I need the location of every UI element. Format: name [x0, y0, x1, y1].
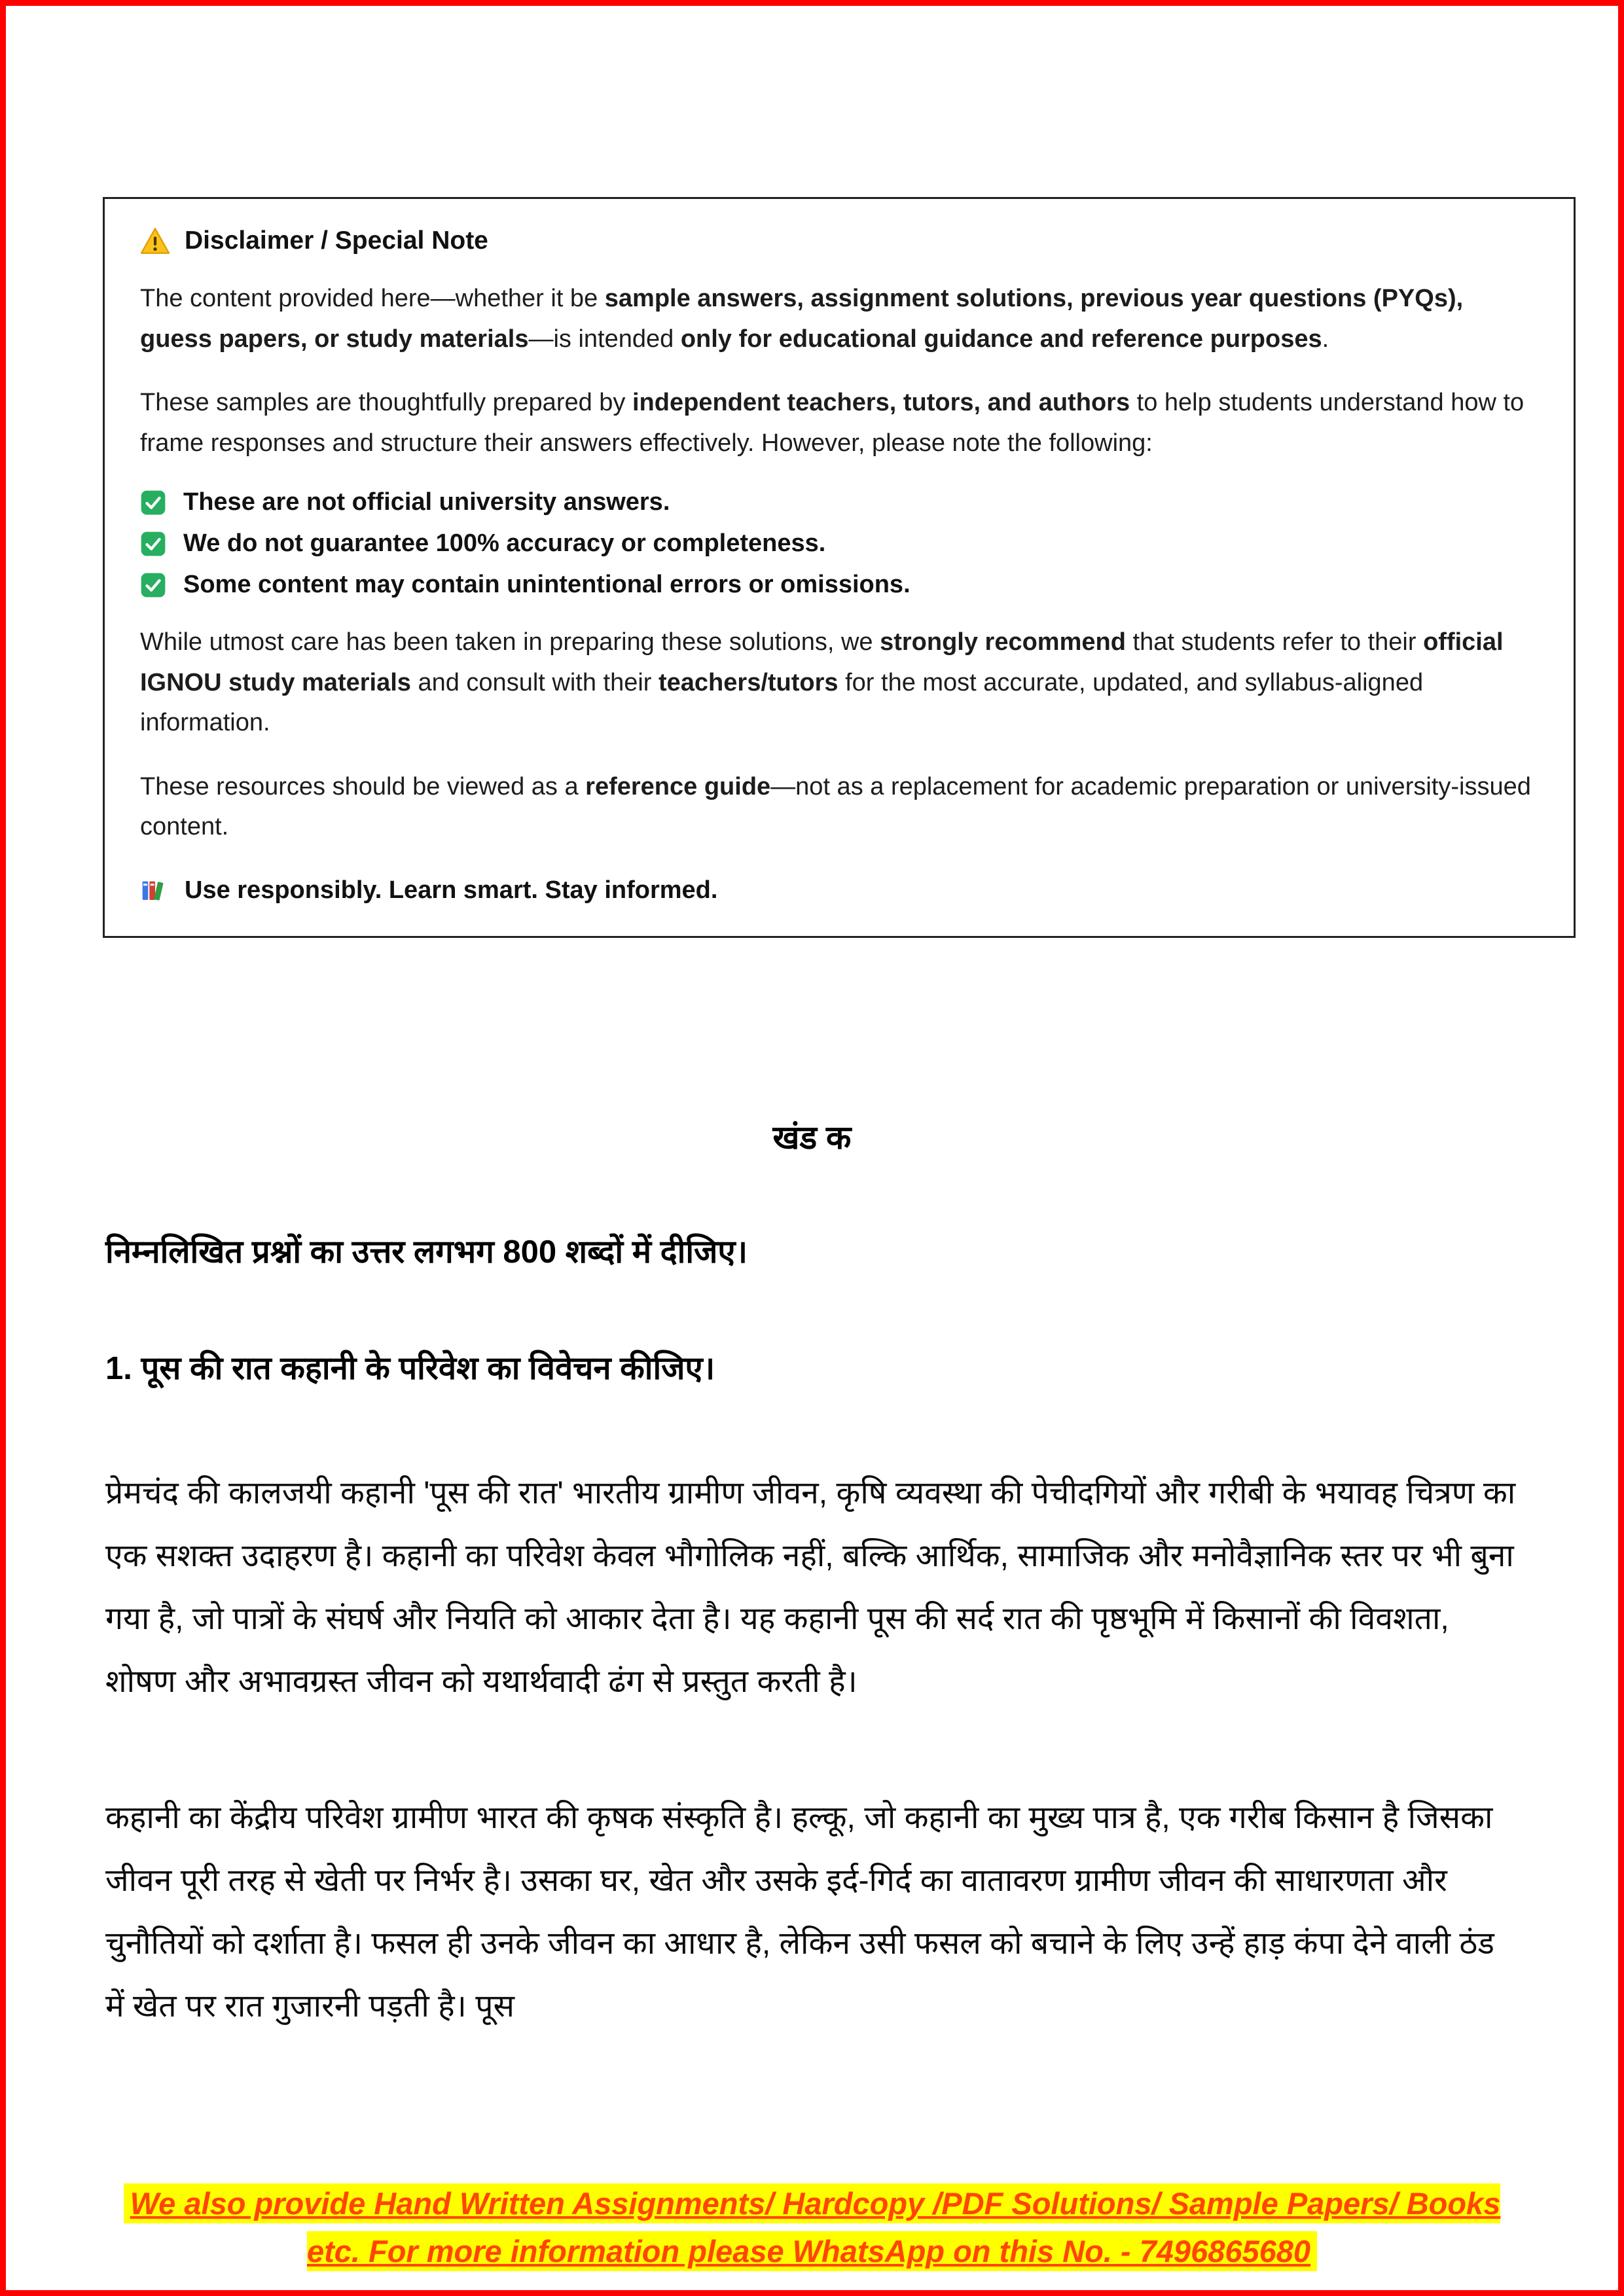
bullet-text: We do not guarantee 100% accuracy or completeness. [183, 529, 826, 558]
answer-paragraph-2: कहानी का केंद्रीय परिवेश ग्रामीण भारत की कृषक संस्कृति है। हल्कू, जो कहानी का मुख्य पात्र है, एक गरीब किसान है जिसका जीवन पूरी तरह से खेती पर निर्भर है। उसका घर, खेत और उसके इर्द-गिर्द का वातावरण ग्रामीण जीवन की साधारणता और चुनौतियों को दर्शाता है। फसल ही उनके जीवन का आधार है, लेकिन उसी फसल को बचाने के लिए उन्हें हाड़ कंपा देने वाली ठंड में खेत पर रात गुजारनी पड़ती है। पूस [105, 1801, 1494, 2024]
disclaimer-paragraph-2: These samples are thoughtfully prepared by independent teachers, tutors, and authors to help students understand how to frame responses and structure their answers effectively. However, please note the following: [140, 389, 1525, 457]
disclaimer-bullet-3 [140, 571, 1538, 599]
disclaimer-paragraph-3: While utmost care has been taken in preparing these solutions, we strongly recommend that students refer to their official IGNOU study materials and consult with their teachers/tutors for the most accurate, updated, and syllabus-aligned information. [140, 628, 1504, 737]
disclaimer-box [103, 197, 1576, 938]
disclaimer-closing-row [140, 876, 1538, 905]
disclaimer-title: Disclaimer / Special Note [185, 226, 488, 255]
bullet-text: These are not official university answers. [183, 488, 670, 516]
disclaimer-title-row [140, 226, 1538, 255]
check-icon [140, 531, 166, 557]
warning-icon [140, 227, 170, 255]
section-heading: खंड क [772, 1119, 852, 1156]
closing-text: Use responsibly. Learn smart. Stay informed. [185, 876, 718, 904]
disclaimer-bullet-1 [140, 488, 1538, 516]
disclaimer-bullet-2 [140, 529, 1538, 558]
disclaimer-bullet-list [140, 488, 1538, 599]
bullet-text: Some content may contain unintentional errors or omissions. [183, 571, 911, 599]
question-heading: 1. पूस की रात कहानी के परिवेश का विवेचन कीजिए। [105, 1351, 715, 1386]
disclaimer-paragraph-1: The content provided here—whether it be sample answers, assignment solutions, previous year questions (PYQs), guess papers, or study materials—is intended only for educational guidance and reference purposes. [140, 285, 1464, 353]
check-icon [140, 490, 166, 516]
books-icon [140, 877, 169, 903]
footer-text: We also provide Hand Written Assignments/ Hardcopy /PDF Solutions/ Sample Papers/ Books etc. For more information please WhatsApp on this No. - 7496865680 [124, 2183, 1501, 2271]
check-icon [140, 572, 166, 598]
main-content [105, 1114, 1519, 2038]
disclaimer-paragraph-4: These resources should be viewed as a reference guide—not as a replacement for academic preparation or university-issued content. [140, 772, 1531, 841]
instruction-text: निम्नलिखित प्रश्नों का उत्तर लगभग 800 शब्दों में दीजिए। [105, 1234, 748, 1270]
footer-banner [98, 2180, 1526, 2276]
answer-paragraph-1: प्रेमचंद की कालजयी कहानी 'पूस की रात' भारतीय ग्रामीण जीवन, कृषि व्यवस्था की पेचीदगियों और गरीबी के भयावह चित्रण का एक सशक्त उदाहरण है। कहानी का परिवेश केवल भौगोलिक नहीं, बल्कि आर्थिक, सामाजिक और मनोवैज्ञानिक स्तर पर भी बुना गया है, जो पात्रों के संघर्ष और नियति को आकार देता है। यह कहानी पूस की सर्द रात की पृष्ठभूमि में किसानों की विवशता, शोषण और अभावग्रस्त जीवन को यथार्थवादी ढंग से प्रस्तुत करती है। [105, 1476, 1516, 1699]
